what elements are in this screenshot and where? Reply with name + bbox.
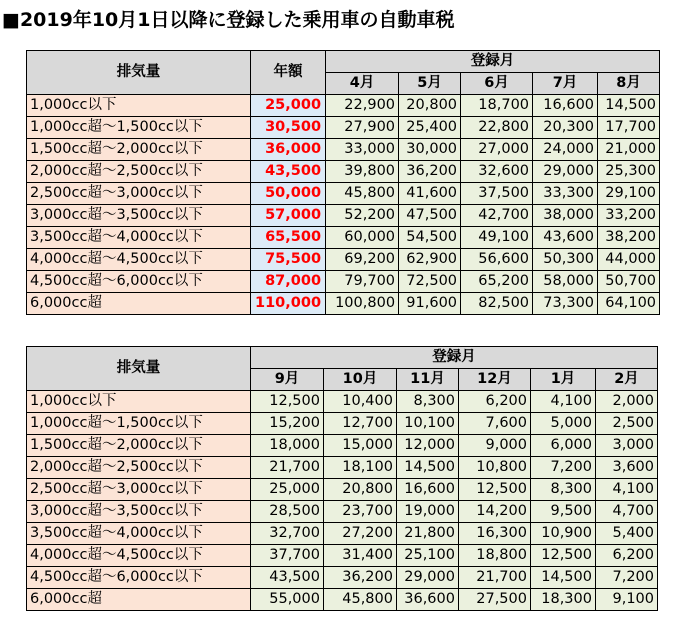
monthly-tax-cell: 49,100	[461, 227, 533, 249]
displacement-cell: 3,000cc超～3,500cc以下	[27, 205, 251, 227]
monthly-tax-cell: 32,700	[251, 523, 324, 545]
table-row	[27, 589, 658, 611]
annual-tax-cell: 65,500	[251, 227, 326, 249]
annual-tax-cell: 36,000	[251, 139, 326, 161]
monthly-tax-cell: 14,500	[397, 457, 459, 479]
header-month: 5月	[399, 73, 461, 95]
annual-tax-cell: 110,000	[251, 293, 326, 315]
monthly-tax-cell: 18,000	[251, 435, 324, 457]
monthly-tax-cell: 25,400	[399, 117, 461, 139]
monthly-tax-cell: 27,900	[326, 117, 399, 139]
header-annual: 年額	[251, 51, 326, 95]
table-row	[27, 249, 660, 271]
monthly-tax-cell: 15,000	[324, 435, 397, 457]
monthly-tax-cell: 33,300	[533, 183, 598, 205]
monthly-tax-cell: 10,400	[324, 391, 397, 413]
monthly-tax-cell: 7,200	[531, 457, 596, 479]
monthly-tax-cell: 100,800	[326, 293, 399, 315]
monthly-tax-cell: 62,900	[399, 249, 461, 271]
monthly-tax-cell: 4,100	[531, 391, 596, 413]
monthly-tax-cell: 20,300	[533, 117, 598, 139]
monthly-tax-cell: 91,600	[399, 293, 461, 315]
monthly-tax-cell: 54,500	[399, 227, 461, 249]
monthly-tax-cell: 7,600	[459, 413, 531, 435]
displacement-cell: 2,000cc超～2,500cc以下	[27, 161, 251, 183]
monthly-tax-cell: 16,300	[459, 523, 531, 545]
monthly-tax-cell: 14,500	[598, 95, 660, 117]
monthly-tax-cell: 28,500	[251, 501, 324, 523]
monthly-tax-cell: 33,000	[326, 139, 399, 161]
header-row-top	[27, 347, 658, 369]
monthly-tax-cell: 2,000	[596, 391, 658, 413]
monthly-tax-cell: 31,400	[324, 545, 397, 567]
annual-tax-cell: 30,500	[251, 117, 326, 139]
table-row	[27, 457, 658, 479]
monthly-tax-cell: 7,200	[596, 567, 658, 589]
monthly-tax-cell: 27,200	[324, 523, 397, 545]
table-row	[27, 139, 660, 161]
annual-tax-cell: 87,000	[251, 271, 326, 293]
monthly-tax-cell: 6,000	[531, 435, 596, 457]
monthly-tax-cell: 64,100	[598, 293, 660, 315]
monthly-tax-cell: 21,000	[598, 139, 660, 161]
tax-table-september-february	[26, 346, 658, 611]
monthly-tax-cell: 39,800	[326, 161, 399, 183]
monthly-tax-cell: 37,700	[251, 545, 324, 567]
displacement-cell: 6,000cc超	[27, 589, 251, 611]
monthly-tax-cell: 9,000	[459, 435, 531, 457]
monthly-tax-cell: 21,700	[459, 567, 531, 589]
monthly-tax-cell: 12,500	[459, 479, 531, 501]
table-row	[27, 161, 660, 183]
annual-tax-cell: 57,000	[251, 205, 326, 227]
monthly-tax-cell: 16,600	[397, 479, 459, 501]
monthly-tax-cell: 23,700	[324, 501, 397, 523]
table-row	[27, 479, 658, 501]
header-row-top	[27, 51, 660, 73]
monthly-tax-cell: 22,900	[326, 95, 399, 117]
displacement-cell: 6,000cc超	[27, 293, 251, 315]
displacement-cell: 3,500cc超～4,000cc以下	[27, 523, 251, 545]
monthly-tax-cell: 5,400	[596, 523, 658, 545]
monthly-tax-cell: 18,100	[324, 457, 397, 479]
displacement-cell: 3,500cc超～4,000cc以下	[27, 227, 251, 249]
monthly-tax-cell: 18,800	[459, 545, 531, 567]
displacement-cell: 2,500cc超～3,000cc以下	[27, 479, 251, 501]
header-month: 10月	[324, 369, 397, 391]
displacement-cell: 4,500cc超～6,000cc以下	[27, 271, 251, 293]
annual-tax-cell: 43,500	[251, 161, 326, 183]
monthly-tax-cell: 17,700	[598, 117, 660, 139]
monthly-tax-cell: 79,700	[326, 271, 399, 293]
monthly-tax-cell: 50,300	[533, 249, 598, 271]
monthly-tax-cell: 8,300	[531, 479, 596, 501]
displacement-cell: 1,500cc超～2,000cc以下	[27, 139, 251, 161]
monthly-tax-cell: 14,200	[459, 501, 531, 523]
header-month: 1月	[531, 369, 596, 391]
monthly-tax-cell: 24,000	[533, 139, 598, 161]
header-displacement: 排気量	[27, 347, 251, 391]
monthly-tax-cell: 10,900	[531, 523, 596, 545]
table-row	[27, 567, 658, 589]
monthly-tax-cell: 20,800	[399, 95, 461, 117]
page-title: ■2019年10月1日以降に登録した乗用車の自動車税	[2, 9, 455, 31]
monthly-tax-cell: 72,500	[399, 271, 461, 293]
monthly-tax-cell: 5,000	[531, 413, 596, 435]
monthly-tax-cell: 36,200	[399, 161, 461, 183]
monthly-tax-cell: 27,500	[459, 589, 531, 611]
monthly-tax-cell: 16,600	[533, 95, 598, 117]
monthly-tax-cell: 29,000	[397, 567, 459, 589]
monthly-tax-cell: 29,100	[598, 183, 660, 205]
table-row	[27, 435, 658, 457]
monthly-tax-cell: 52,200	[326, 205, 399, 227]
displacement-cell: 2,000cc超～2,500cc以下	[27, 457, 251, 479]
annual-tax-cell: 75,500	[251, 249, 326, 271]
monthly-tax-cell: 36,200	[324, 567, 397, 589]
monthly-tax-cell: 8,300	[397, 391, 459, 413]
monthly-tax-cell: 60,000	[326, 227, 399, 249]
annual-tax-cell: 50,000	[251, 183, 326, 205]
table-row	[27, 391, 658, 413]
header-month: 8月	[598, 73, 660, 95]
monthly-tax-cell: 15,200	[251, 413, 324, 435]
monthly-tax-cell: 18,700	[461, 95, 533, 117]
table-row	[27, 501, 658, 523]
monthly-tax-cell: 38,000	[533, 205, 598, 227]
monthly-tax-cell: 55,000	[251, 589, 324, 611]
monthly-tax-cell: 9,100	[596, 589, 658, 611]
monthly-tax-cell: 12,700	[324, 413, 397, 435]
monthly-tax-cell: 25,000	[251, 479, 324, 501]
header-registration-month: 登録月	[326, 51, 660, 73]
monthly-tax-cell: 12,000	[397, 435, 459, 457]
monthly-tax-cell: 20,800	[324, 479, 397, 501]
monthly-tax-cell: 25,300	[598, 161, 660, 183]
monthly-tax-cell: 12,500	[251, 391, 324, 413]
header-month: 4月	[326, 73, 399, 95]
monthly-tax-cell: 58,000	[533, 271, 598, 293]
displacement-cell: 4,000cc超～4,500cc以下	[27, 545, 251, 567]
displacement-cell: 1,000cc超～1,500cc以下	[27, 413, 251, 435]
monthly-tax-cell: 45,800	[324, 589, 397, 611]
monthly-tax-cell: 56,600	[461, 249, 533, 271]
table-row	[27, 227, 660, 249]
monthly-tax-cell: 38,200	[598, 227, 660, 249]
header-displacement: 排気量	[27, 51, 251, 95]
monthly-tax-cell: 10,100	[397, 413, 459, 435]
table-row	[27, 523, 658, 545]
table-row	[27, 183, 660, 205]
displacement-cell: 2,500cc超～3,000cc以下	[27, 183, 251, 205]
monthly-tax-cell: 22,800	[461, 117, 533, 139]
displacement-cell: 3,000cc超～3,500cc以下	[27, 501, 251, 523]
annual-tax-cell: 25,000	[251, 95, 326, 117]
table-row	[27, 95, 660, 117]
monthly-tax-cell: 19,000	[397, 501, 459, 523]
displacement-cell: 1,000cc以下	[27, 391, 251, 413]
monthly-tax-cell: 43,500	[251, 567, 324, 589]
monthly-tax-cell: 69,200	[326, 249, 399, 271]
monthly-tax-cell: 6,200	[459, 391, 531, 413]
monthly-tax-cell: 10,800	[459, 457, 531, 479]
monthly-tax-cell: 21,800	[397, 523, 459, 545]
table-row	[27, 117, 660, 139]
monthly-tax-cell: 27,000	[461, 139, 533, 161]
monthly-tax-cell: 32,600	[461, 161, 533, 183]
monthly-tax-cell: 3,600	[596, 457, 658, 479]
tax-table-april-august	[26, 50, 660, 315]
header-month: 11月	[397, 369, 459, 391]
header-registration-month: 登録月	[251, 347, 658, 369]
monthly-tax-cell: 65,200	[461, 271, 533, 293]
displacement-cell: 1,500cc超～2,000cc以下	[27, 435, 251, 457]
monthly-tax-cell: 2,500	[596, 413, 658, 435]
monthly-tax-cell: 50,700	[598, 271, 660, 293]
monthly-tax-cell: 36,600	[397, 589, 459, 611]
displacement-cell: 1,000cc以下	[27, 95, 251, 117]
monthly-tax-cell: 73,300	[533, 293, 598, 315]
monthly-tax-cell: 37,500	[461, 183, 533, 205]
monthly-tax-cell: 21,700	[251, 457, 324, 479]
monthly-tax-cell: 82,500	[461, 293, 533, 315]
table-row	[27, 293, 660, 315]
monthly-tax-cell: 30,000	[399, 139, 461, 161]
displacement-cell: 4,000cc超～4,500cc以下	[27, 249, 251, 271]
header-month: 9月	[251, 369, 324, 391]
monthly-tax-cell: 4,100	[596, 479, 658, 501]
table-row	[27, 545, 658, 567]
monthly-tax-cell: 12,500	[531, 545, 596, 567]
table-row	[27, 271, 660, 293]
monthly-tax-cell: 33,200	[598, 205, 660, 227]
monthly-tax-cell: 41,600	[399, 183, 461, 205]
monthly-tax-cell: 25,100	[397, 545, 459, 567]
monthly-tax-cell: 6,200	[596, 545, 658, 567]
header-month: 12月	[459, 369, 531, 391]
monthly-tax-cell: 45,800	[326, 183, 399, 205]
monthly-tax-cell: 29,000	[533, 161, 598, 183]
monthly-tax-cell: 18,300	[531, 589, 596, 611]
monthly-tax-cell: 4,700	[596, 501, 658, 523]
monthly-tax-cell: 42,700	[461, 205, 533, 227]
monthly-tax-cell: 47,500	[399, 205, 461, 227]
header-month: 7月	[533, 73, 598, 95]
table-row	[27, 413, 658, 435]
monthly-tax-cell: 9,500	[531, 501, 596, 523]
table-row	[27, 205, 660, 227]
monthly-tax-cell: 43,600	[533, 227, 598, 249]
monthly-tax-cell: 44,000	[598, 249, 660, 271]
monthly-tax-cell: 14,500	[531, 567, 596, 589]
displacement-cell: 1,000cc超～1,500cc以下	[27, 117, 251, 139]
header-month: 6月	[461, 73, 533, 95]
displacement-cell: 4,500cc超～6,000cc以下	[27, 567, 251, 589]
monthly-tax-cell: 3,000	[596, 435, 658, 457]
header-month: 2月	[596, 369, 658, 391]
